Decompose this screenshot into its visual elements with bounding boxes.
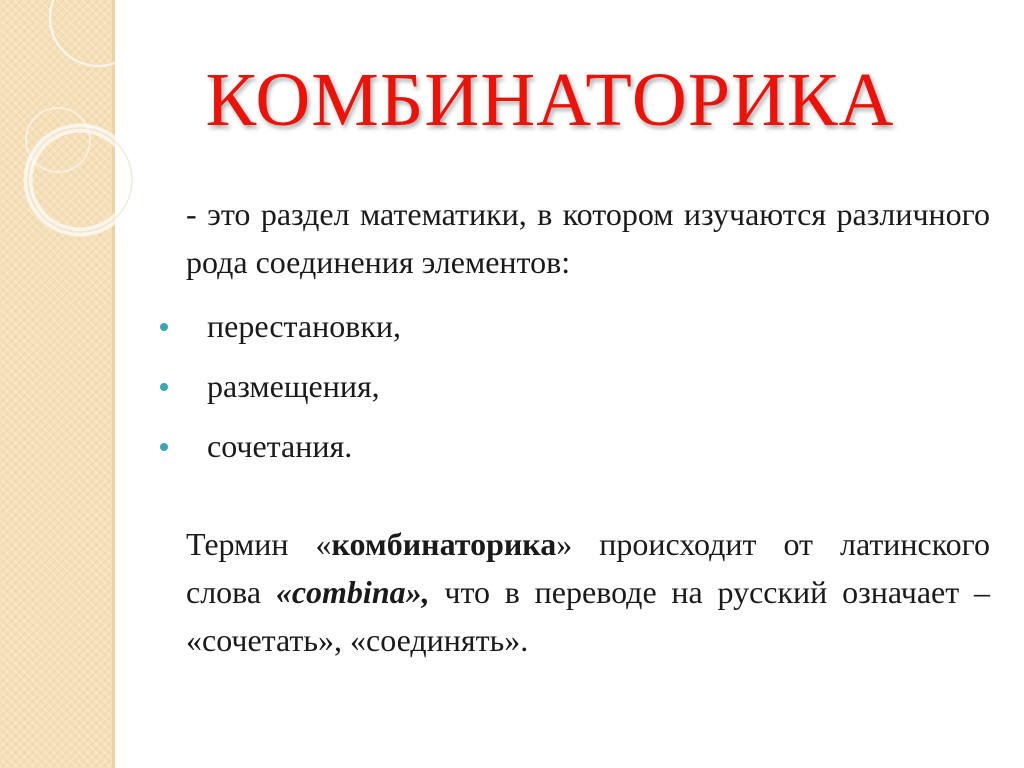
etymology-text-part2: » происходит от латинского слова (186, 526, 991, 610)
slide-content (160, 190, 990, 664)
etymology-text-part3: что в переводе на русский означает – «сочетать», «соединять». (186, 574, 990, 658)
definition-text: - это раздел математики, в котором изучаются различного рода соединения элементов: (186, 196, 990, 280)
terms-list (160, 296, 990, 476)
latin-word-text: «combina», (275, 574, 430, 610)
list-item-label: размещения, (207, 368, 380, 404)
list-item-label: перестановки, (207, 308, 402, 344)
etymology-latin-word (276, 574, 430, 610)
list-item (160, 416, 990, 476)
etymology-paragraph (186, 520, 990, 664)
etymology-text-part1: Термин « (186, 526, 332, 562)
list-item (160, 296, 990, 356)
bullet-icon (160, 443, 168, 451)
bullet-icon (160, 323, 168, 331)
bullet-icon (160, 383, 168, 391)
etymology-term: комбинаторика (331, 526, 557, 562)
slide-title: КОМБИНАТОРИКА (205, 58, 895, 142)
list-item-label: сочетания. (207, 428, 353, 464)
list-item (160, 356, 990, 416)
